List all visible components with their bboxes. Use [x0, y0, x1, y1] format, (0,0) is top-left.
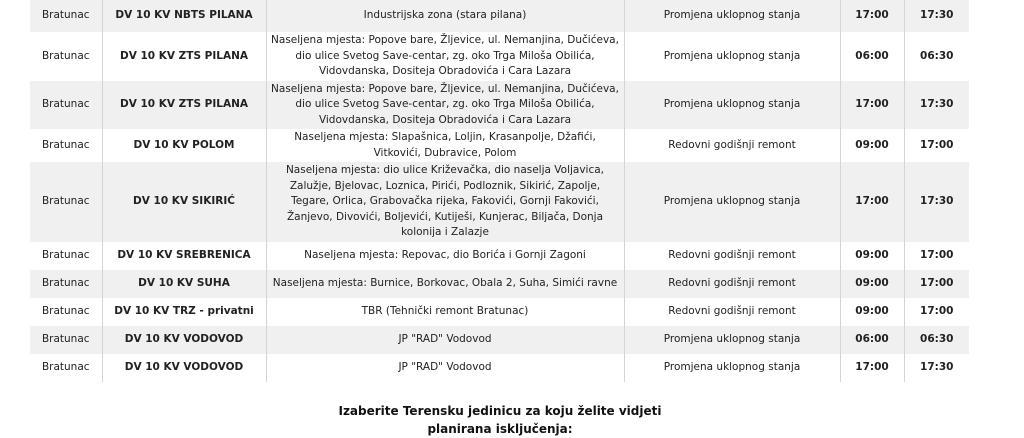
table-row	[30, 0, 969, 32]
table-row	[30, 32, 969, 81]
cell-area: Naseljena mjesta: Burnice, Borkovac, Obala 2, Suha, Simići ravne	[266, 270, 624, 298]
cell-line: DV 10 KV SIKIRIĆ	[102, 162, 266, 242]
cell-end-time: 06:30	[904, 32, 969, 81]
table-row	[30, 242, 969, 270]
cell-line: DV 10 KV ZTS PILANA	[102, 32, 266, 81]
cell-reason: Redovni godišnji remont	[624, 129, 840, 162]
select-unit-prompt	[0, 402, 1000, 438]
cell-reason: Redovni godišnji remont	[624, 298, 840, 326]
cell-start-time: 09:00	[840, 298, 904, 326]
cell-start-time: 17:00	[840, 162, 904, 242]
table-row	[30, 81, 969, 130]
cell-end-time: 17:00	[904, 298, 969, 326]
cell-line: DV 10 KV SUHA	[102, 270, 266, 298]
cell-line: DV 10 KV VODOVOD	[102, 354, 266, 382]
cell-start-time: 17:00	[840, 354, 904, 382]
cell-area: Naseljena mjesta: Popove bare, Žljevice, ul. Nemanjina, Dučićeva, dio ulice Svetog Save-centar, zg. oko Trga Miloša Obilića, Vidovdanska, Dositeja Obradovića i Cara Lazara	[266, 32, 624, 81]
cell-start-time: 09:00	[840, 242, 904, 270]
table-row	[30, 298, 969, 326]
cell-city: Bratunac	[30, 129, 102, 162]
cell-line: DV 10 KV SREBRENICA	[102, 242, 266, 270]
cell-area: Naseljena mjesta: dio ulice Križevačka, dio naselja Voljavica, Zalužje, Bjelovac, Loznica, Pirići, Podloznik, Sikirić, Zapolje, Tegare, Orlica, Grabovačka rijeka, Fakovići, Gornji Fakovići, Žanjevo, Divovići, Boljevići, Kutiješi, Kunjerac, Biljača, Donja kolonija i Zalazje	[266, 162, 624, 242]
outage-table-container	[30, 0, 969, 382]
cell-city: Bratunac	[30, 32, 102, 81]
cell-end-time: 17:00	[904, 270, 969, 298]
cell-start-time: 17:00	[840, 0, 904, 32]
table-row	[30, 326, 969, 354]
cell-start-time: 09:00	[840, 129, 904, 162]
cell-end-time: 17:30	[904, 162, 969, 242]
cell-reason: Promjena uklopnog stanja	[624, 326, 840, 354]
cell-city: Bratunac	[30, 81, 102, 130]
cell-city: Bratunac	[30, 162, 102, 242]
cell-city: Bratunac	[30, 270, 102, 298]
cell-area: JP "RAD" Vodovod	[266, 326, 624, 354]
cell-reason: Redovni godišnji remont	[624, 242, 840, 270]
cell-reason: Promjena uklopnog stanja	[624, 32, 840, 81]
cell-city: Bratunac	[30, 242, 102, 270]
cell-start-time: 06:00	[840, 326, 904, 354]
cell-line: DV 10 KV NBTS PILANA	[102, 0, 266, 32]
cell-end-time: 17:30	[904, 0, 969, 32]
cell-line: DV 10 KV ZTS PILANA	[102, 81, 266, 130]
cell-city: Bratunac	[30, 0, 102, 32]
cell-area: Industrijska zona (stara pilana)	[266, 0, 624, 32]
cell-area: TBR (Tehnički remont Bratunac)	[266, 298, 624, 326]
cell-reason: Redovni godišnji remont	[624, 270, 840, 298]
cell-area: Naseljena mjesta: Repovac, dio Borića i Gornji Zagoni	[266, 242, 624, 270]
table-row	[30, 129, 969, 162]
cell-end-time: 17:30	[904, 354, 969, 382]
cell-end-time: 06:30	[904, 326, 969, 354]
cell-line: DV 10 KV TRZ - privatni	[102, 298, 266, 326]
cell-end-time: 17:00	[904, 129, 969, 162]
cell-line: DV 10 KV VODOVOD	[102, 326, 266, 354]
cell-city: Bratunac	[30, 298, 102, 326]
outage-table	[30, 0, 969, 382]
cell-city: Bratunac	[30, 354, 102, 382]
cell-start-time: 17:00	[840, 81, 904, 130]
cell-area: Naseljena mjesta: Slapašnica, Loljin, Krasanpolje, Džafići, Vitkovići, Dubravice, Polom	[266, 129, 624, 162]
cell-city: Bratunac	[30, 326, 102, 354]
cell-reason: Promjena uklopnog stanja	[624, 162, 840, 242]
table-row	[30, 270, 969, 298]
cell-area: JP "RAD" Vodovod	[266, 354, 624, 382]
select-unit-prompt-line2: planirana isključenja:	[427, 422, 573, 436]
cell-area: Naseljena mjesta: Popove bare, Žljevice, ul. Nemanjina, Dučićeva, dio ulice Svetog Save-centar, zg. oko Trga Miloša Obilića, Vidovdanska, Dositeja Obradovića i Cara Lazara	[266, 81, 624, 130]
cell-reason: Promjena uklopnog stanja	[624, 0, 840, 32]
cell-line: DV 10 KV POLOM	[102, 129, 266, 162]
table-row	[30, 162, 969, 242]
table-row	[30, 354, 969, 382]
select-unit-prompt-line1: Izaberite Terensku jedinicu za koju želite vidjeti	[338, 404, 662, 418]
cell-start-time: 06:00	[840, 32, 904, 81]
cell-start-time: 09:00	[840, 270, 904, 298]
cell-end-time: 17:00	[904, 242, 969, 270]
cell-reason: Promjena uklopnog stanja	[624, 81, 840, 130]
cell-reason: Promjena uklopnog stanja	[624, 354, 840, 382]
cell-end-time: 17:30	[904, 81, 969, 130]
